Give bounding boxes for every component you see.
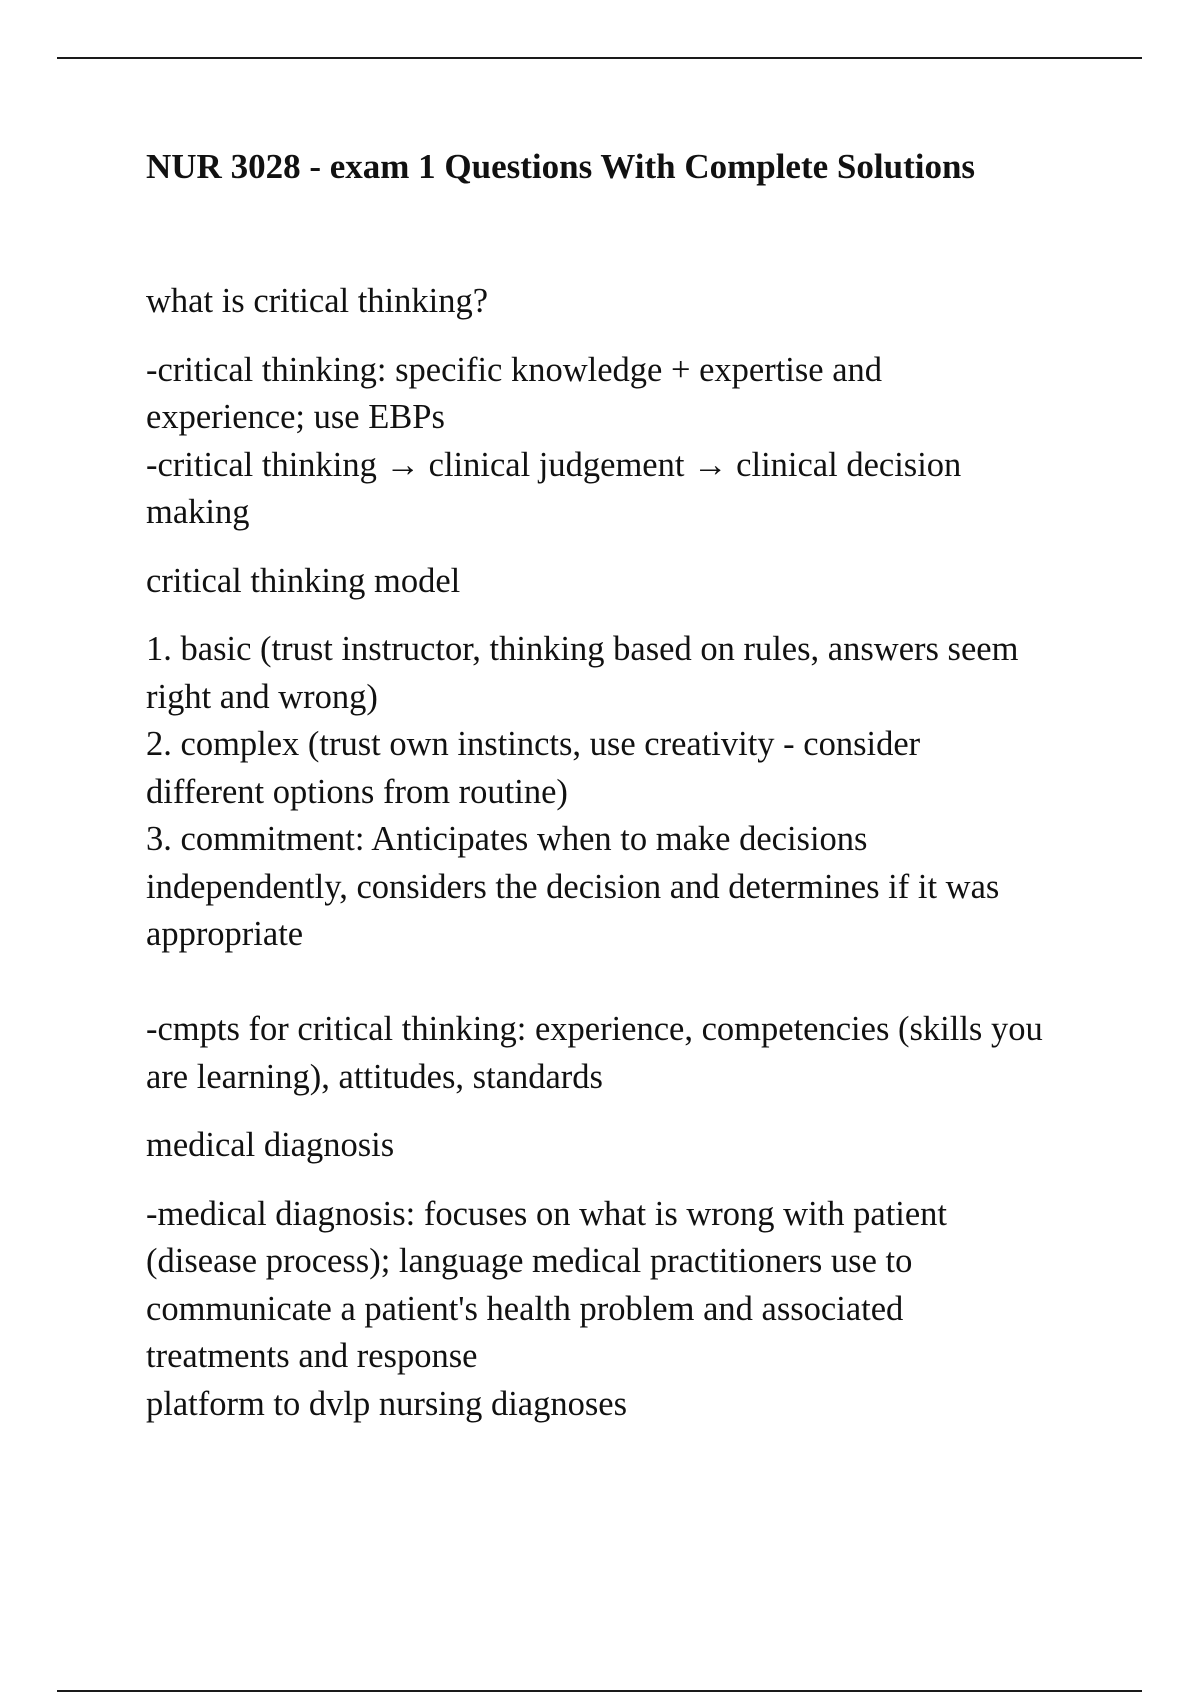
answer-text: -critical thinking: specific knowledge + expertise and experience; use EBPs -critical thinking → clinical judgement → clinical decision making [146, 350, 962, 531]
question-text: medical diagnosis [146, 1126, 395, 1164]
document-body [146, 278, 1106, 1428]
answer-text: 1. basic (trust instructor, thinking based on rules, answers seem right and wrong) 2. complex (trust own instincts, use creativity - consider different options from routine) 3. commitment: Anticipates when to make decisions independently, considers the decision and determines if it was appropriate [146, 630, 1019, 953]
question-text: what is critical thinking? [146, 282, 489, 320]
top-divider [57, 57, 1142, 59]
answer-text: -medical diagnosis: focuses on what is wrong with patient (disease process); language medical practitioners use to communicate a patient's health problem and associated treatments and response platform to dvlp nursing diagnoses [146, 1194, 948, 1423]
document-title: NUR 3028 - exam 1 Questions With Complete Solutions [146, 147, 976, 186]
question-text: critical thinking model [146, 561, 461, 600]
answer-text-extra: -cmpts for critical thinking: experience, competencies (skills you are learning), attitudes, standards [146, 1010, 1043, 1096]
bottom-divider [57, 1690, 1142, 1692]
blank-line [146, 959, 1106, 1007]
